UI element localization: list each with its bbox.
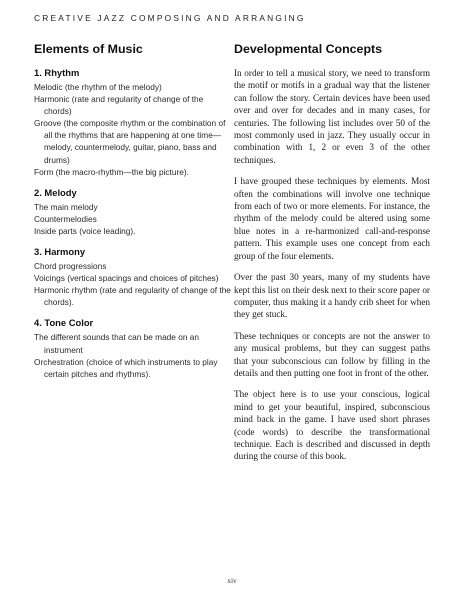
list-item: Orchestration (choice of which instruments to play certain pitches and rhythms). [34, 356, 218, 379]
body-paragraph: These techniques or concepts are not the answer to any musical problems, but they can suggest paths that your subconscious can follow by filling in the details and then putting one foot in front of the other. [234, 330, 430, 378]
section-heading: 1. Rhythm [34, 67, 80, 78]
page-number: xiv [227, 576, 237, 585]
list-item: Groove (the composite rhythm or the combination of all the rhythms that are happening at one time—melody, countermelody, guitar, piano, bass and drums) [34, 118, 226, 165]
section-harmony [34, 246, 232, 308]
body-paragraph: I have grouped these techniques by elements. Most often the combinations will involve one technique from each of two or more elements. For instance, the rhythm of the melody could be altered using some blue notes in a re-harmonized call-and-response pattern. This example uses one concept from each group of the four elements. [234, 176, 430, 261]
developmental-concepts-column [234, 42, 430, 472]
list-item: Melodic (the rhythm of the melody) [34, 82, 162, 92]
section-rhythm [34, 67, 232, 178]
section-tone-color [34, 317, 232, 379]
list-item: Inside parts (voice leading). [34, 225, 136, 236]
section-melody [34, 187, 232, 237]
running-head: CREATIVE JAZZ COMPOSING AND ARRANGING [34, 13, 306, 23]
body-paragraph: Over the past 30 years, many of my students have kept this list on their desk next to their score paper or computer, thus making it a handy crib sheet for when they get stuck. [234, 272, 430, 320]
list-item: Chord progressions [34, 261, 107, 272]
list-item: Voicings (vertical spacings and choices of pitches) [34, 273, 219, 284]
section-heading: 3. Harmony [34, 246, 86, 258]
elements-of-music-column [34, 42, 232, 389]
list-item: Countermelodies [34, 213, 97, 224]
body-paragraph: The object here is to use your conscious, logical mind to get your beautiful, inspired, subconscious mind back in the game. I have used short phrases (code words) to describe the transformational technique. Each is described and discussed in depth during the course of this book. [234, 389, 430, 462]
list-item: Form (the macro-rhythm—the big picture). [34, 166, 189, 177]
list-item: Harmonic rhythm (rate and regularity of change of the chords). [34, 285, 231, 308]
list-item: The different sounds that can be made on an instrument [34, 332, 199, 355]
section-heading: 4. Tone Color [34, 317, 94, 329]
concepts-title: Developmental Concepts [234, 42, 383, 56]
list-item: Harmonic (rate and regularity of change of the chords) [34, 94, 204, 117]
body-paragraph: In order to tell a musical story, we need to transform the motif or motifs in a gradual way that the listener can follow the story. Certain devices have been used over and over for decades and in many cases, for centuries. The following list includes over 50 of the most commonly used in jazz. They usually occur in combination with 1, 2 or even 3 of the other techniques. [234, 68, 430, 165]
elements-title: Elements of Music [34, 42, 143, 56]
list-item: The main melody [34, 201, 98, 212]
section-heading: 2. Melody [34, 186, 77, 198]
